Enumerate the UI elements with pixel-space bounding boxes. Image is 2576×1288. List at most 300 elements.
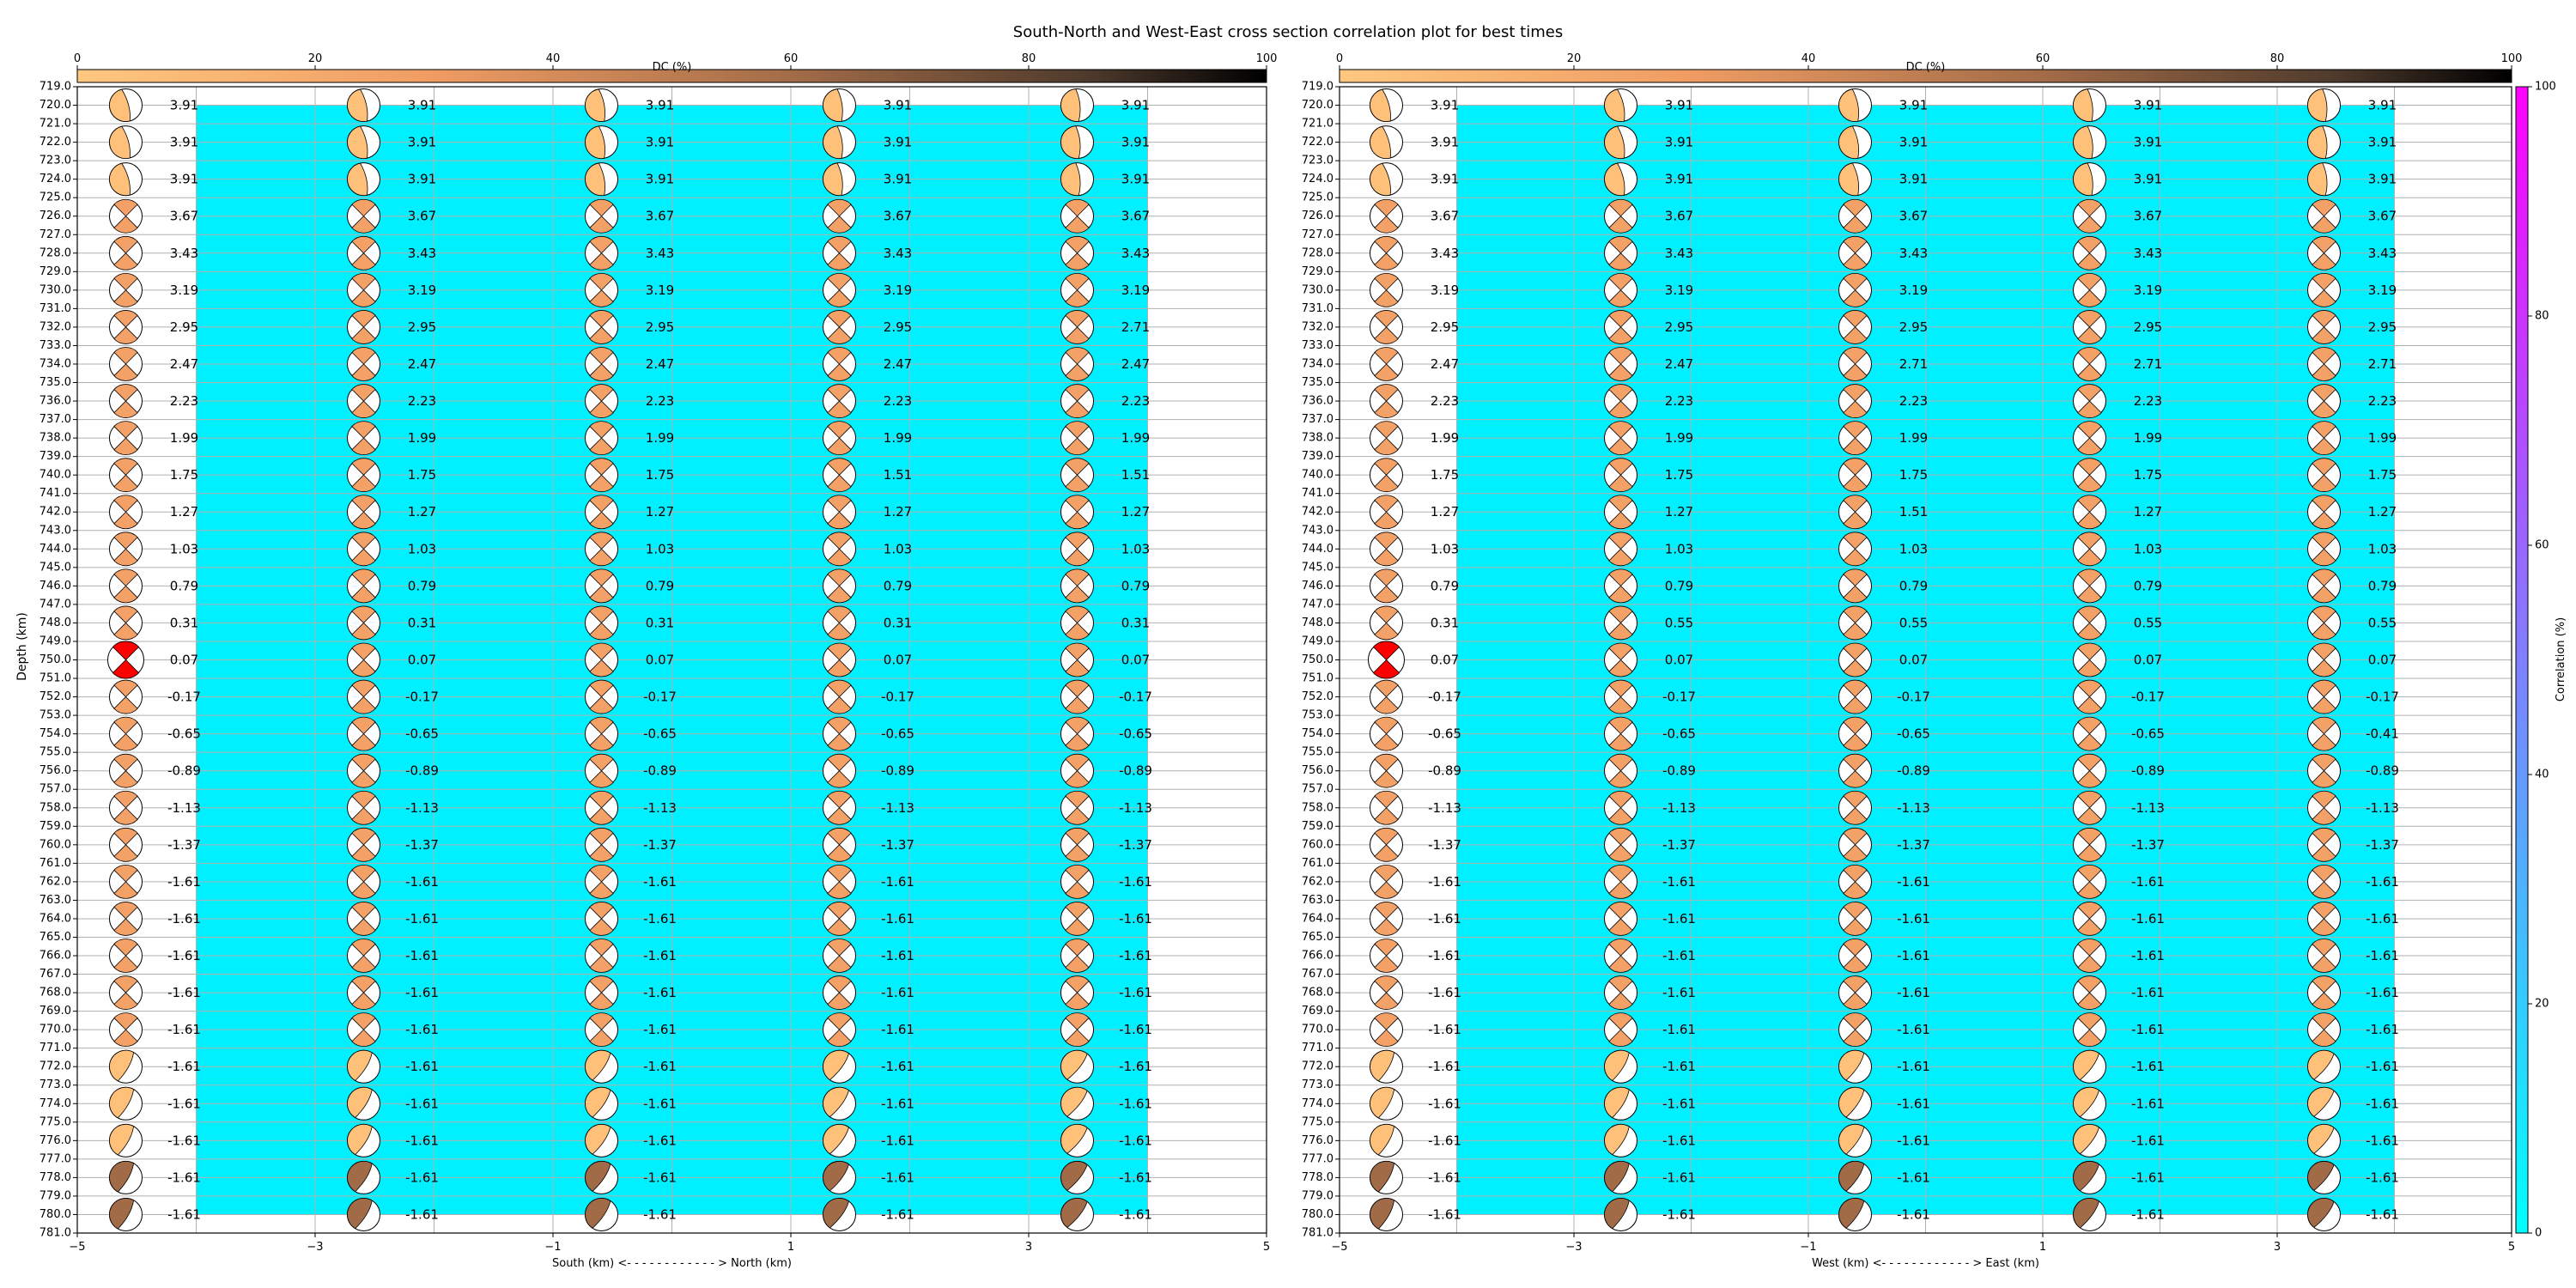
- y-tick-label: 730.0: [1301, 283, 1334, 297]
- y-tick-label: 724.0: [1301, 173, 1334, 186]
- value-label: -1.61: [405, 1022, 439, 1038]
- beachball: [348, 939, 380, 973]
- beachball: [586, 532, 618, 566]
- dc-label: DC (%): [1905, 61, 1946, 74]
- value-label: -1.61: [167, 910, 201, 927]
- x-tick-label: 1: [787, 1241, 795, 1254]
- y-tick-label: 733.0: [39, 338, 71, 352]
- beachball: [2308, 754, 2341, 787]
- y-tick-label: 729.0: [1301, 264, 1334, 278]
- beachball: [1839, 163, 1872, 196]
- y-tick-label: 728.0: [39, 246, 71, 260]
- value-label: 3.91: [1899, 134, 1929, 150]
- x-tick-label: −1: [544, 1241, 562, 1254]
- beachball: [348, 1087, 380, 1120]
- value-label: 2.23: [883, 393, 913, 410]
- beachball: [110, 310, 143, 343]
- beachball: [1839, 236, 1872, 270]
- beachball: [348, 754, 380, 787]
- value-label: 3.91: [1430, 134, 1460, 150]
- value-label: -1.61: [167, 1206, 201, 1223]
- beachball: [2308, 1198, 2341, 1230]
- y-tick-label: 725.0: [1301, 191, 1334, 204]
- y-tick-label: 737.0: [39, 413, 71, 427]
- x-tick-label: 3: [2273, 1241, 2281, 1254]
- beachball: [1605, 1124, 1637, 1157]
- value-label: 1.27: [407, 504, 437, 520]
- value-label: 0.07: [645, 652, 675, 668]
- value-label: 2.95: [1899, 319, 1929, 335]
- beachball: [2308, 643, 2341, 677]
- beachball: [2308, 976, 2341, 1010]
- value-label: 1.03: [407, 541, 437, 557]
- beachball: [1605, 791, 1637, 824]
- value-label: -1.61: [1119, 873, 1152, 890]
- value-label: -1.61: [2131, 1096, 2165, 1112]
- correlation-tick-label: 100: [2535, 80, 2556, 94]
- beachball: [1605, 1161, 1637, 1194]
- value-label: 0.79: [1664, 578, 1694, 594]
- value-label: -0.89: [405, 762, 439, 779]
- value-label: -1.61: [1119, 1059, 1152, 1075]
- beachball: [1605, 939, 1637, 973]
- value-label: 3.19: [2367, 282, 2397, 298]
- beachball: [110, 902, 143, 935]
- beachball: [2074, 199, 2106, 233]
- depth-axis-label: Depth (km): [15, 612, 29, 681]
- y-tick-label: 742.0: [1301, 505, 1334, 519]
- beachball: [1839, 976, 1872, 1010]
- beachball: [1370, 89, 1403, 122]
- beachball: [1061, 163, 1094, 196]
- value-label: -0.89: [167, 762, 201, 779]
- beachball: [2074, 1013, 2106, 1047]
- y-tick-label: 776.0: [39, 1133, 71, 1147]
- y-tick-label: 766.0: [1301, 949, 1334, 963]
- beachball: [586, 569, 618, 603]
- value-label: -1.61: [643, 1022, 677, 1038]
- dc-tick-label: 0: [1335, 52, 1344, 65]
- beachball: [823, 347, 856, 380]
- beachball: [1370, 717, 1403, 750]
- value-label: -0.17: [881, 689, 914, 705]
- y-tick-label: 744.0: [1301, 542, 1334, 556]
- beachball: [110, 1050, 143, 1083]
- y-tick-label: 763.0: [39, 893, 71, 907]
- y-tick-label: 744.0: [39, 542, 71, 556]
- y-tick-label: 757.0: [39, 782, 71, 796]
- beachball: [1370, 569, 1403, 603]
- beachball: [110, 495, 143, 529]
- value-label: -1.61: [1897, 1133, 1930, 1149]
- beachball: [1370, 976, 1403, 1010]
- correlation-tick-label: 60: [2535, 538, 2549, 552]
- beachball: [110, 569, 143, 603]
- beachball: [1061, 1124, 1094, 1157]
- y-tick-label: 749.0: [39, 635, 71, 648]
- y-tick-label: 772.0: [1301, 1060, 1334, 1073]
- y-tick-label: 760.0: [39, 838, 71, 852]
- value-label: -1.61: [2131, 1022, 2165, 1038]
- value-label: -1.61: [643, 1096, 677, 1112]
- y-tick-label: 761.0: [1301, 856, 1334, 870]
- value-label: 3.91: [169, 171, 199, 187]
- beachball: [1839, 347, 1872, 380]
- value-label: 3.91: [2367, 171, 2397, 187]
- beachball: [586, 459, 618, 492]
- dc-tick-label: 60: [783, 52, 799, 65]
- value-label: 3.91: [883, 171, 913, 187]
- beachball: [586, 643, 618, 677]
- value-label: -1.61: [2131, 985, 2165, 1001]
- value-label: -1.37: [405, 836, 439, 853]
- beachball: [823, 680, 856, 714]
- value-label: 2.71: [2133, 355, 2163, 372]
- dc-tick-label: 100: [1255, 52, 1278, 65]
- value-label: -1.61: [1119, 910, 1152, 927]
- value-label: 3.67: [2133, 208, 2163, 224]
- y-tick-label: 725.0: [39, 191, 71, 204]
- beachball: [823, 1198, 856, 1230]
- beachball: [586, 976, 618, 1010]
- beachball: [1839, 1050, 1872, 1083]
- value-label: 3.67: [407, 208, 437, 224]
- beachball: [348, 976, 380, 1010]
- beachball: [586, 939, 618, 973]
- beachball: [823, 865, 856, 898]
- beachball: [2308, 1013, 2341, 1047]
- beachball: [1839, 532, 1872, 566]
- value-label: -1.13: [643, 799, 677, 816]
- beachball: [348, 236, 380, 270]
- y-tick-label: 770.0: [39, 1023, 71, 1036]
- beachball: [586, 1124, 618, 1157]
- value-label: -1.61: [2366, 985, 2399, 1001]
- y-tick-label: 726.0: [1301, 210, 1334, 223]
- value-label: 3.67: [1899, 208, 1929, 224]
- value-label: 3.91: [1430, 171, 1460, 187]
- beachball: [348, 680, 380, 714]
- y-tick-label: 768.0: [39, 986, 71, 999]
- y-tick-label: 756.0: [39, 764, 71, 778]
- value-label: -0.65: [1119, 726, 1152, 742]
- value-label: 1.99: [883, 430, 913, 447]
- value-label: 3.91: [645, 134, 675, 150]
- value-label: 1.27: [169, 504, 199, 520]
- value-label: -1.61: [1897, 873, 1930, 890]
- beachball: [823, 754, 856, 787]
- beachball: [586, 680, 618, 714]
- value-label: -0.17: [2131, 689, 2165, 705]
- value-label: 3.43: [1899, 245, 1929, 261]
- y-tick-label: 774.0: [39, 1097, 71, 1110]
- beachball: [2074, 1124, 2106, 1157]
- beachball: [1605, 385, 1637, 418]
- value-label: 2.47: [169, 355, 199, 372]
- beachball: [2074, 422, 2106, 455]
- value-label: 1.03: [883, 541, 913, 557]
- value-label: -1.37: [2131, 836, 2165, 853]
- beachball: [110, 680, 143, 714]
- beachball: [1061, 717, 1094, 750]
- value-label: -1.61: [643, 873, 677, 890]
- y-tick-label: 755.0: [39, 745, 71, 759]
- value-label: 3.91: [883, 97, 913, 113]
- value-label: 2.47: [1664, 355, 1694, 372]
- beachball: [2074, 902, 2106, 935]
- dc-tick-label: 60: [2035, 52, 2050, 65]
- beachball: [110, 385, 143, 418]
- value-label: 2.95: [1664, 319, 1694, 335]
- y-tick-label: 759.0: [1301, 819, 1334, 833]
- value-label: -1.61: [881, 948, 914, 964]
- value-label: 0.55: [1899, 615, 1929, 631]
- y-tick-label: 764.0: [1301, 912, 1334, 926]
- value-label: -1.13: [2131, 799, 2165, 816]
- value-label: -0.17: [405, 689, 439, 705]
- beachball: [1370, 126, 1403, 159]
- value-label: 3.91: [2133, 134, 2163, 150]
- value-label: -1.61: [881, 985, 914, 1001]
- y-tick-label: 743.0: [39, 524, 71, 538]
- y-tick-label: 720.0: [1301, 99, 1334, 112]
- value-label: -1.37: [1428, 836, 1461, 853]
- beachball: [348, 1124, 380, 1157]
- value-label: -1.61: [1428, 948, 1461, 964]
- beachball: [348, 865, 380, 898]
- value-label: -1.61: [1897, 1170, 1930, 1186]
- y-tick-label: 757.0: [1301, 782, 1334, 796]
- beachball: [348, 569, 380, 603]
- y-tick-label: 763.0: [1301, 893, 1334, 907]
- value-label: -0.89: [1428, 762, 1461, 779]
- beachball: [1839, 1124, 1872, 1157]
- beachball: [348, 126, 380, 159]
- value-label: -1.61: [1662, 1096, 1696, 1112]
- value-label: -1.61: [1897, 985, 1930, 1001]
- dc-tick-label: 20: [1566, 52, 1582, 65]
- value-label: -0.17: [1428, 689, 1461, 705]
- value-label: -1.61: [2131, 910, 2165, 927]
- y-tick-label: 764.0: [39, 912, 71, 926]
- value-label: 3.19: [1121, 282, 1151, 298]
- value-label: -1.61: [167, 948, 201, 964]
- beachball: [823, 569, 856, 603]
- beachball: [1605, 273, 1637, 307]
- value-label: 1.27: [1121, 504, 1151, 520]
- value-label: 3.19: [1664, 282, 1694, 298]
- value-label: -1.61: [1662, 873, 1696, 890]
- beachball: [1370, 199, 1403, 233]
- beachball: [1061, 199, 1094, 233]
- beachball: [1839, 791, 1872, 824]
- y-tick-label: 745.0: [39, 561, 71, 574]
- beachball: [586, 1050, 618, 1083]
- value-label: -1.13: [2366, 799, 2399, 816]
- value-label: 3.91: [1430, 97, 1460, 113]
- beachball: [2074, 385, 2106, 418]
- y-tick-label: 735.0: [39, 376, 71, 390]
- beachball: [110, 828, 143, 861]
- y-tick-label: 768.0: [1301, 986, 1334, 999]
- value-label: 1.99: [169, 430, 199, 447]
- correlation-tick-label: 40: [2535, 768, 2549, 781]
- beachball: [823, 273, 856, 307]
- value-label: 1.03: [169, 541, 199, 557]
- value-label: -1.61: [405, 1170, 439, 1186]
- beachball: [1061, 1050, 1094, 1083]
- x-tick-label: 3: [1024, 1241, 1033, 1254]
- y-tick-label: 736.0: [39, 394, 71, 408]
- beachball: [586, 1161, 618, 1194]
- beachball: [1370, 459, 1403, 492]
- value-label: 3.43: [1664, 245, 1694, 261]
- beachball: [2308, 717, 2341, 750]
- beachball: [348, 385, 380, 418]
- value-label: -1.61: [405, 1206, 439, 1223]
- value-label: 0.31: [1121, 615, 1151, 631]
- value-label: 2.95: [407, 319, 437, 335]
- y-tick-label: 780.0: [1301, 1207, 1334, 1221]
- beachball: [2074, 163, 2106, 196]
- value-label: -1.61: [2366, 1096, 2399, 1112]
- value-label: -1.61: [1662, 948, 1696, 964]
- value-label: 0.31: [1430, 615, 1460, 631]
- beachball: [1839, 1161, 1872, 1194]
- value-label: -0.65: [881, 726, 914, 742]
- value-label: 3.91: [1121, 171, 1151, 187]
- beachball: [823, 606, 856, 640]
- value-label: 3.19: [407, 282, 437, 298]
- value-label: -0.17: [1662, 689, 1696, 705]
- beachball: [823, 1050, 855, 1083]
- beachball: [110, 717, 143, 750]
- value-label: 0.07: [883, 652, 913, 668]
- beachball: [348, 89, 380, 122]
- beachball: [1605, 126, 1637, 159]
- beachball: [2074, 532, 2106, 566]
- beachball: [1839, 89, 1872, 122]
- beachball: [110, 1198, 143, 1230]
- beachball: [1605, 163, 1637, 196]
- value-label: 0.31: [407, 615, 437, 631]
- y-tick-label: 721.0: [39, 117, 71, 131]
- beachball: [1061, 569, 1094, 603]
- value-label: -1.61: [2131, 1133, 2165, 1149]
- beachball: [1605, 828, 1637, 861]
- beachball: [823, 717, 856, 750]
- value-label: 0.55: [2133, 615, 2163, 631]
- value-label: 3.91: [1121, 97, 1151, 113]
- value-label: 3.19: [1430, 282, 1460, 298]
- value-label: -1.61: [2131, 1170, 2165, 1186]
- beachball: [1061, 236, 1094, 270]
- beachball: [1605, 1013, 1637, 1047]
- y-tick-label: 765.0: [39, 930, 71, 944]
- y-tick-label: 769.0: [1301, 1005, 1334, 1018]
- value-label: -1.61: [1662, 1059, 1696, 1075]
- value-label: 2.23: [1664, 393, 1694, 410]
- y-tick-label: 746.0: [1301, 579, 1334, 592]
- value-label: -1.61: [2366, 910, 2399, 927]
- beachball: [586, 163, 618, 196]
- beachball: [1370, 422, 1403, 455]
- value-label: 3.67: [1430, 208, 1460, 224]
- beachball: [348, 310, 380, 343]
- y-tick-label: 732.0: [1301, 320, 1334, 334]
- beachball: [348, 422, 380, 455]
- value-label: 2.47: [883, 355, 913, 372]
- beachball: [1839, 273, 1872, 307]
- value-label: 2.23: [1121, 393, 1151, 410]
- value-label: -0.89: [881, 762, 914, 779]
- y-tick-label: 740.0: [1301, 468, 1334, 482]
- beachball: [1605, 532, 1637, 566]
- beachball: [348, 717, 380, 750]
- best-solution-beachball: [108, 641, 144, 678]
- value-label: -1.61: [881, 910, 914, 927]
- y-tick-label: 753.0: [39, 708, 71, 722]
- beachball: [1370, 1050, 1403, 1083]
- beachball: [1061, 422, 1094, 455]
- beachball: [2308, 459, 2341, 492]
- y-tick-label: 747.0: [1301, 598, 1334, 611]
- beachball: [110, 1161, 143, 1194]
- value-label: -1.13: [405, 799, 439, 816]
- y-tick-label: 773.0: [39, 1078, 71, 1092]
- value-label: -1.61: [1119, 1133, 1152, 1149]
- beachball: [110, 126, 143, 159]
- value-label: 0.07: [1899, 652, 1929, 668]
- value-label: -0.65: [1897, 726, 1930, 742]
- y-tick-label: 739.0: [1301, 450, 1334, 464]
- value-label: 1.51: [883, 467, 913, 483]
- value-label: -0.17: [1897, 689, 1930, 705]
- beachball: [1839, 680, 1872, 714]
- value-label: 2.23: [1899, 393, 1929, 410]
- value-label: 3.43: [883, 245, 913, 261]
- y-tick-label: 750.0: [39, 653, 71, 666]
- value-label: 1.75: [169, 467, 199, 483]
- beachball: [2074, 89, 2106, 122]
- value-label: 3.43: [2133, 245, 2163, 261]
- beachball: [1370, 680, 1403, 714]
- beachball: [110, 754, 143, 787]
- beachball: [1605, 680, 1637, 714]
- value-label: -1.61: [643, 1133, 677, 1149]
- y-tick-label: 751.0: [1301, 671, 1334, 685]
- y-tick-label: 748.0: [39, 616, 71, 629]
- value-label: 2.47: [645, 355, 675, 372]
- beachball: [2308, 680, 2341, 714]
- beachball: [1839, 385, 1872, 418]
- y-tick-label: 758.0: [1301, 801, 1334, 815]
- value-label: -1.61: [881, 1206, 914, 1223]
- beachball: [1061, 1087, 1094, 1120]
- correlation-tick-label: 80: [2535, 309, 2549, 323]
- value-label: -1.61: [1428, 985, 1461, 1001]
- value-label: -1.61: [1428, 1022, 1461, 1038]
- y-tick-label: 740.0: [39, 468, 71, 482]
- beachball: [1061, 643, 1094, 677]
- beachball: [1370, 495, 1403, 529]
- value-label: -1.61: [1119, 1170, 1152, 1186]
- y-tick-label: 762.0: [1301, 875, 1334, 889]
- beachball: [586, 902, 618, 935]
- beachball: [1370, 273, 1403, 307]
- value-label: 3.91: [645, 97, 675, 113]
- value-label: 2.23: [2367, 393, 2397, 410]
